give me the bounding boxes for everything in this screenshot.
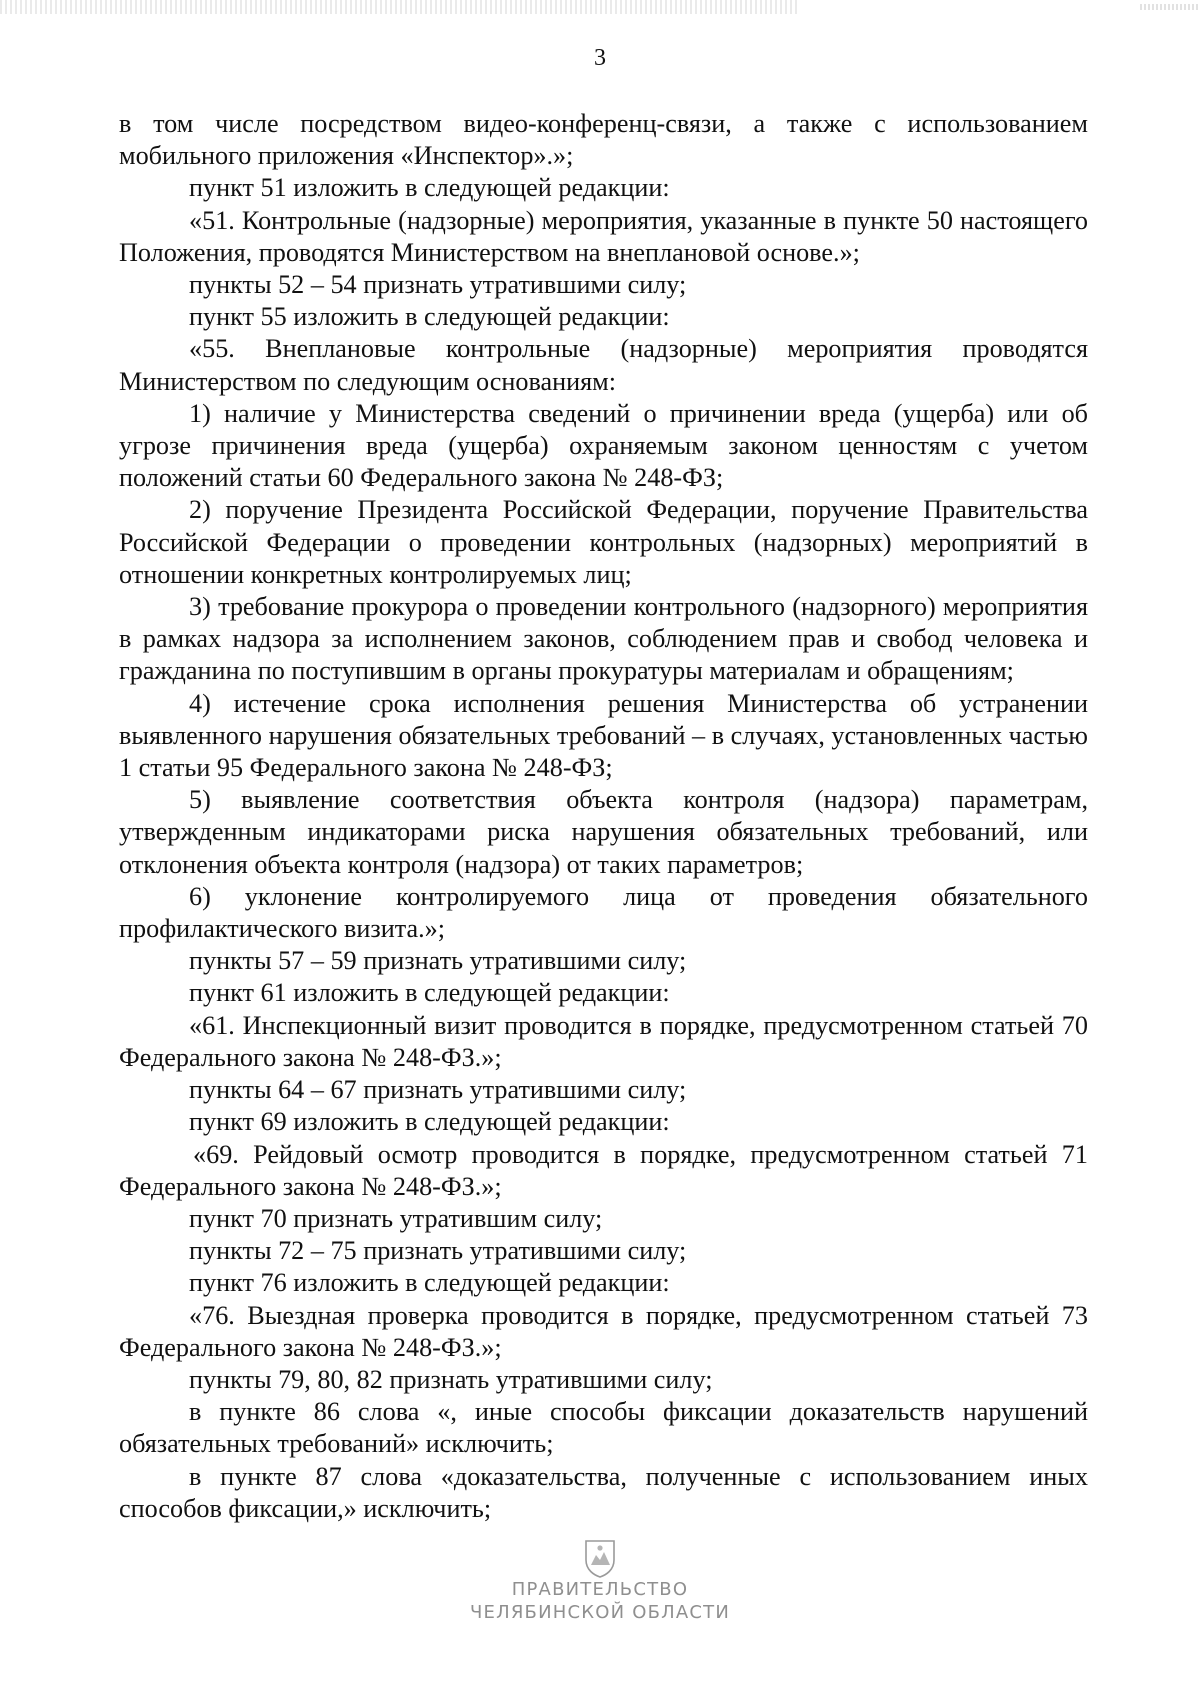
paragraph: «51. Контрольные (надзорные) мероприятия, указанные в пункте 50 настоящего Положения, проводятся Министерством на внеплановой основе.»; — [119, 205, 1088, 267]
paragraph: 3) требование прокурора о проведении контрольного (надзорного) мероприятия в рамках надзора за исполнением законов, соблюдением прав и свобод человека и гражданина по поступившим в органы прокуратуры материалам и обращениям; — [119, 592, 1088, 686]
paragraph: в пункте 87 слова «доказательства, полученные с использованием иных способов фиксации,» исключить; — [119, 1461, 1088, 1523]
paragraph: пункт 76 изложить в следующей редакции: — [189, 1268, 670, 1298]
paragraph: 1) наличие у Министерства сведений о причинении вреда (ущерба) или об угрозе причинения вреда (ущерба) охраняемым законом ценностям с учетом положений статьи 60 Федерального закона № 248-ФЗ; — [119, 398, 1088, 493]
document-body — [119, 108, 1088, 1525]
scan-artifact — [1140, 4, 1200, 10]
paragraph: пункт 51 изложить в следующей редакции: — [189, 173, 670, 203]
paragraph: пункт 70 признать утратившим силу; — [189, 1203, 603, 1233]
paragraph: пункты 72 – 75 признать утратившими силу; — [189, 1236, 687, 1266]
paragraph: «69. Рейдовый осмотр проводится в порядке, предусмотренном статьей 71 Федерального закона № 248-ФЗ.»; — [119, 1139, 1088, 1201]
paragraph: 4) истечение срока исполнения решения Министерства об устранении выявленного нарушения обязательных требований – в случаях, установленных частью 1 статьи 95 Федерального закона № 248-ФЗ; — [119, 688, 1088, 783]
seal-line-2: ЧЕЛЯБИНСКОЙ ОБЛАСТИ — [470, 1602, 730, 1623]
paragraph: пункты 57 – 59 признать утратившими силу; — [189, 946, 687, 976]
paragraph: пункт 61 изложить в следующей редакции: — [189, 978, 670, 1008]
scan-artifact — [0, 0, 800, 14]
paragraph: в том числе посредством видео-конференц-связи, а также с использованием мобильного приложения «Инспектор».»; — [119, 109, 1088, 171]
paragraph: пункт 55 изложить в следующей редакции: — [189, 302, 670, 332]
paragraph: 5) выявление соответствия объекта контроля (надзора) параметрам, утвержденным индикаторами риска нарушения обязательных требований, или отклонения объекта контроля (надзора) от таких параметров; — [119, 785, 1088, 879]
paragraph: в пункте 86 слова «, иные способы фиксации доказательств нарушений обязательных требований» исключить; — [119, 1397, 1088, 1459]
paragraph: «61. Инспекционный визит проводится в порядке, предусмотренном статьей 70 Федерального закона № 248-ФЗ.»; — [119, 1010, 1088, 1072]
seal-line-1: ПРАВИТЕЛЬСТВО — [511, 1579, 689, 1600]
paragraph: пункты 52 – 54 признать утратившими силу; — [189, 270, 687, 300]
paragraph: 2) поручение Президента Российской Федерации, поручение Правительства Российской Федерации о проведении контрольных (надзорных) мероприятий в отношении конкретных контролируемых лиц; — [119, 495, 1088, 589]
paragraph: «76. Выездная проверка проводится в порядке, предусмотренном статьей 73 Федерального закона № 248-ФЗ.»; — [119, 1300, 1088, 1362]
government-seal — [0, 1538, 1200, 1624]
paragraph: пункт 69 изложить в следующей редакции: — [189, 1107, 670, 1137]
page-number: 3 — [594, 45, 606, 71]
paragraph: «55. Внеплановые контрольные (надзорные) мероприятия проводятся Министерством по следующим основаниям: — [119, 334, 1088, 396]
paragraph: пункты 79, 80, 82 признать утратившими силу; — [189, 1364, 713, 1394]
coat-of-arms-icon — [583, 1538, 617, 1578]
paragraph: 6) уклонение контролируемого лица от проведения обязательного профилактического визита.»; — [119, 881, 1088, 944]
paragraph: пункты 64 – 67 признать утратившими силу; — [189, 1075, 687, 1105]
